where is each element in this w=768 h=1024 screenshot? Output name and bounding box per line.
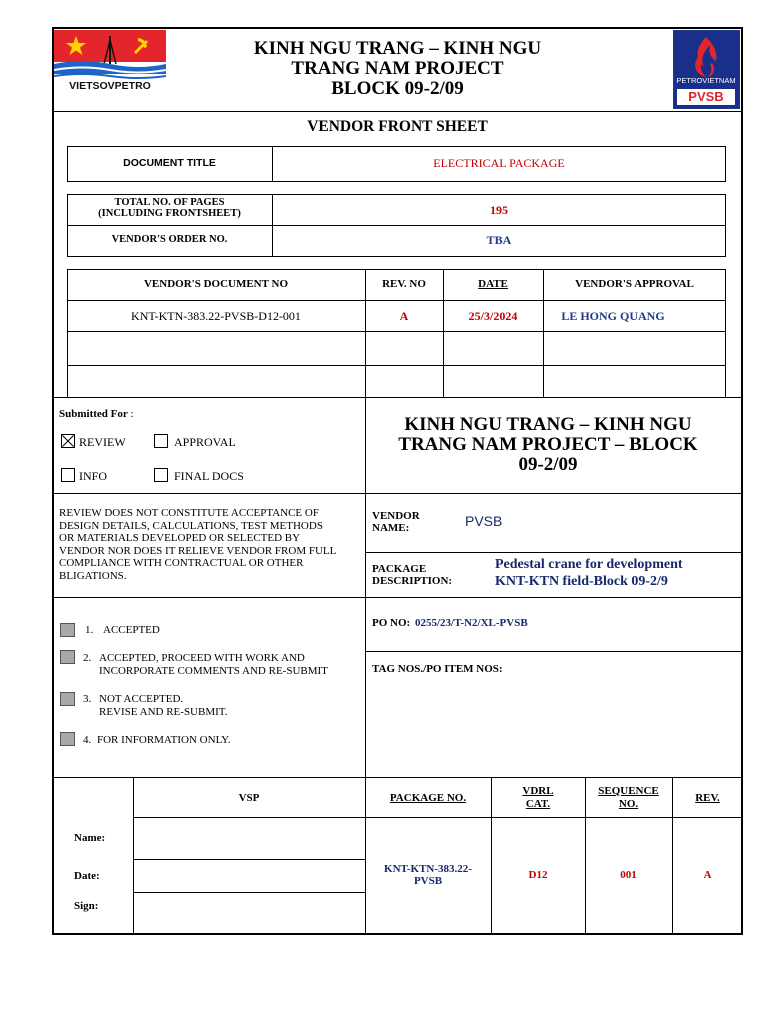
total-pages-label-2: (INCLUDING FRONTSHEET): [98, 208, 241, 219]
table-cell-date: 25/3/2024: [468, 309, 518, 323]
divider: [491, 777, 492, 934]
disclaimer-line-3: OR MATERIALS DEVELOPED OR SELECTED BY: [59, 532, 301, 544]
vietsovpetro-logo-text: VIETSOVPETRO: [69, 80, 151, 92]
sign-sign-label: Sign:: [74, 900, 99, 912]
disclaimer-line-4: VENDOR NOR DOES IT RELIEVE VENDOR FROM FULL: [59, 544, 337, 557]
po-no-value: 0255/23/T-N2/XL-PVSB: [415, 617, 528, 629]
sign-date-label: Date:: [74, 870, 100, 882]
package-description-value-1: Pedestal crane for development: [495, 557, 683, 572]
package-no-header: PACKAGE NO.: [389, 792, 467, 804]
vietsovpetro-logo: [54, 30, 166, 94]
status-accepted-proceed-num: 2.: [83, 652, 92, 664]
status-accepted-label: ACCEPTED: [103, 624, 160, 636]
divider: [365, 397, 366, 934]
header-title-line-1: KINH NGU TRANG – KINH NGU: [253, 38, 542, 59]
final-docs-option-label: FINAL DOCS: [174, 469, 244, 483]
divider: [365, 552, 743, 553]
divider: [52, 111, 743, 112]
vendor-name-label-1: VENDOR: [372, 510, 420, 522]
status-info-only-box[interactable]: [60, 732, 75, 746]
rev-value: A: [703, 869, 712, 881]
divider: [67, 365, 726, 366]
status-accepted-box[interactable]: [60, 623, 75, 637]
status-accepted-num: 1.: [85, 624, 94, 636]
disclaimer-line-5: COMPLIANCE WITH CONTRACTUAL OR OTHER: [59, 557, 304, 569]
package-description-label-2: DESCRIPTION:: [372, 575, 453, 587]
vdrl-cat-header: VDRL CAT.: [522, 785, 554, 810]
project-title-line-1: KINH NGU TRANG – KINH NGU: [404, 414, 692, 435]
status-not-accepted-line-1: NOT ACCEPTED.: [99, 693, 184, 705]
vsp-header: VSP: [238, 792, 260, 804]
vdrl-cat-value: D12: [528, 869, 548, 881]
info-option-label: INFO: [79, 469, 108, 483]
rev-header: REV.: [695, 792, 720, 804]
package-no-value-2: PVSB: [413, 875, 443, 887]
table-header-date: DATE: [478, 278, 508, 290]
status-not-accepted-line-2: REVISE AND RE-SUBMIT.: [99, 706, 228, 718]
status-not-accepted-box[interactable]: [60, 692, 75, 706]
header-title-line-3: BLOCK 09-2/09: [331, 78, 464, 99]
submitted-for-text: Submitted For: [59, 408, 128, 420]
disclaimer-line-1: REVIEW DOES NOT CONSTITUTE ACCEPTANCE OF: [59, 507, 319, 519]
po-no-label: PO NO:: [372, 617, 411, 629]
review-option-label: REVIEW: [79, 435, 126, 449]
divider: [67, 225, 726, 226]
vendor-order-no-label: VENDOR'S ORDER NO.: [111, 234, 228, 245]
table-header-rev-no: REV. NO: [382, 278, 426, 290]
document-title-label: DOCUMENT TITLE: [123, 157, 216, 169]
pvsb-logo-text: PVSB: [677, 89, 735, 105]
status-accepted-proceed-box[interactable]: [60, 650, 75, 664]
total-pages-label-1: TOTAL NO. OF PAGES: [114, 197, 225, 208]
divider: [52, 493, 743, 494]
vendor-name-value: PVSB: [465, 513, 503, 529]
project-title-line-2: TRANG NAM PROJECT – BLOCK: [398, 434, 698, 455]
divider: [67, 300, 726, 301]
divider: [133, 892, 365, 893]
status-info-only-num: 4.: [83, 734, 92, 746]
approval-option-label: APPROVAL: [174, 435, 236, 449]
sheet-title: VENDOR FRONT SHEET: [307, 118, 488, 135]
submitted-for-label: [59, 408, 133, 420]
sign-name-label: Name:: [74, 832, 106, 844]
package-no-value-1: KNT-KTN-383.22-: [384, 863, 472, 875]
vendor-order-no-value: TBA: [486, 233, 512, 247]
status-accepted-proceed-line-1: ACCEPTED, PROCEED WITH WORK AND: [99, 652, 305, 664]
table-header-doc-no: VENDOR'S DOCUMENT NO: [143, 278, 289, 290]
final-docs-checkbox[interactable]: [154, 468, 168, 482]
submitted-for-colon: :: [130, 408, 134, 420]
table-cell-rev: A: [399, 309, 409, 323]
package-description-label-1: PACKAGE: [372, 563, 427, 575]
petrovietnam-text: PETROVIETNAM: [676, 76, 736, 85]
table-cell-approval: LE HONG QUANG: [561, 309, 665, 323]
divider: [133, 859, 365, 860]
divider: [52, 397, 743, 398]
divider: [365, 651, 743, 652]
header-title-line-2: TRANG NAM PROJECT: [291, 58, 504, 79]
sequence-no-value: 001: [620, 869, 637, 881]
sequence-no-header: SEQUENCE NO.: [598, 785, 659, 810]
status-not-accepted-num: 3.: [83, 693, 92, 705]
status-info-only-label: FOR INFORMATION ONLY.: [97, 734, 231, 746]
tag-nos-label: TAG NOS./PO ITEM NOS:: [372, 663, 503, 675]
disclaimer-line-6: BLIGATIONS.: [59, 569, 127, 582]
divider: [52, 777, 743, 778]
review-checkbox[interactable]: [61, 434, 75, 448]
package-description-value-2: KNT-KTN field-Block 09-2/9: [495, 574, 668, 589]
pvsb-logo: [673, 30, 740, 109]
status-accepted-proceed-line-2: INCORPORATE COMMENTS AND RE-SUBMIT: [99, 665, 328, 677]
approval-checkbox[interactable]: [154, 434, 168, 448]
divider: [365, 817, 743, 818]
disclaimer-line-2: DESIGN DETAILS, CALCULATIONS, TEST METHODS: [59, 519, 323, 532]
divider: [52, 597, 743, 598]
divider: [67, 331, 726, 332]
document-title-value: ELECTRICAL PACKAGE: [433, 156, 565, 170]
check-x-icon: [62, 435, 74, 447]
review-disclaimer: [59, 507, 359, 582]
total-pages-value: 195: [490, 203, 508, 217]
divider: [585, 777, 586, 934]
table-header-approval: VENDOR'S APPROVAL: [575, 278, 694, 290]
divider: [133, 817, 365, 818]
info-checkbox[interactable]: [61, 468, 75, 482]
vendor-name-label-2: NAME:: [372, 522, 410, 534]
table-cell-doc-no: KNT-KTN-383.22-PVSB-D12-001: [131, 309, 301, 323]
project-title-line-3: 09-2/09: [518, 454, 578, 475]
